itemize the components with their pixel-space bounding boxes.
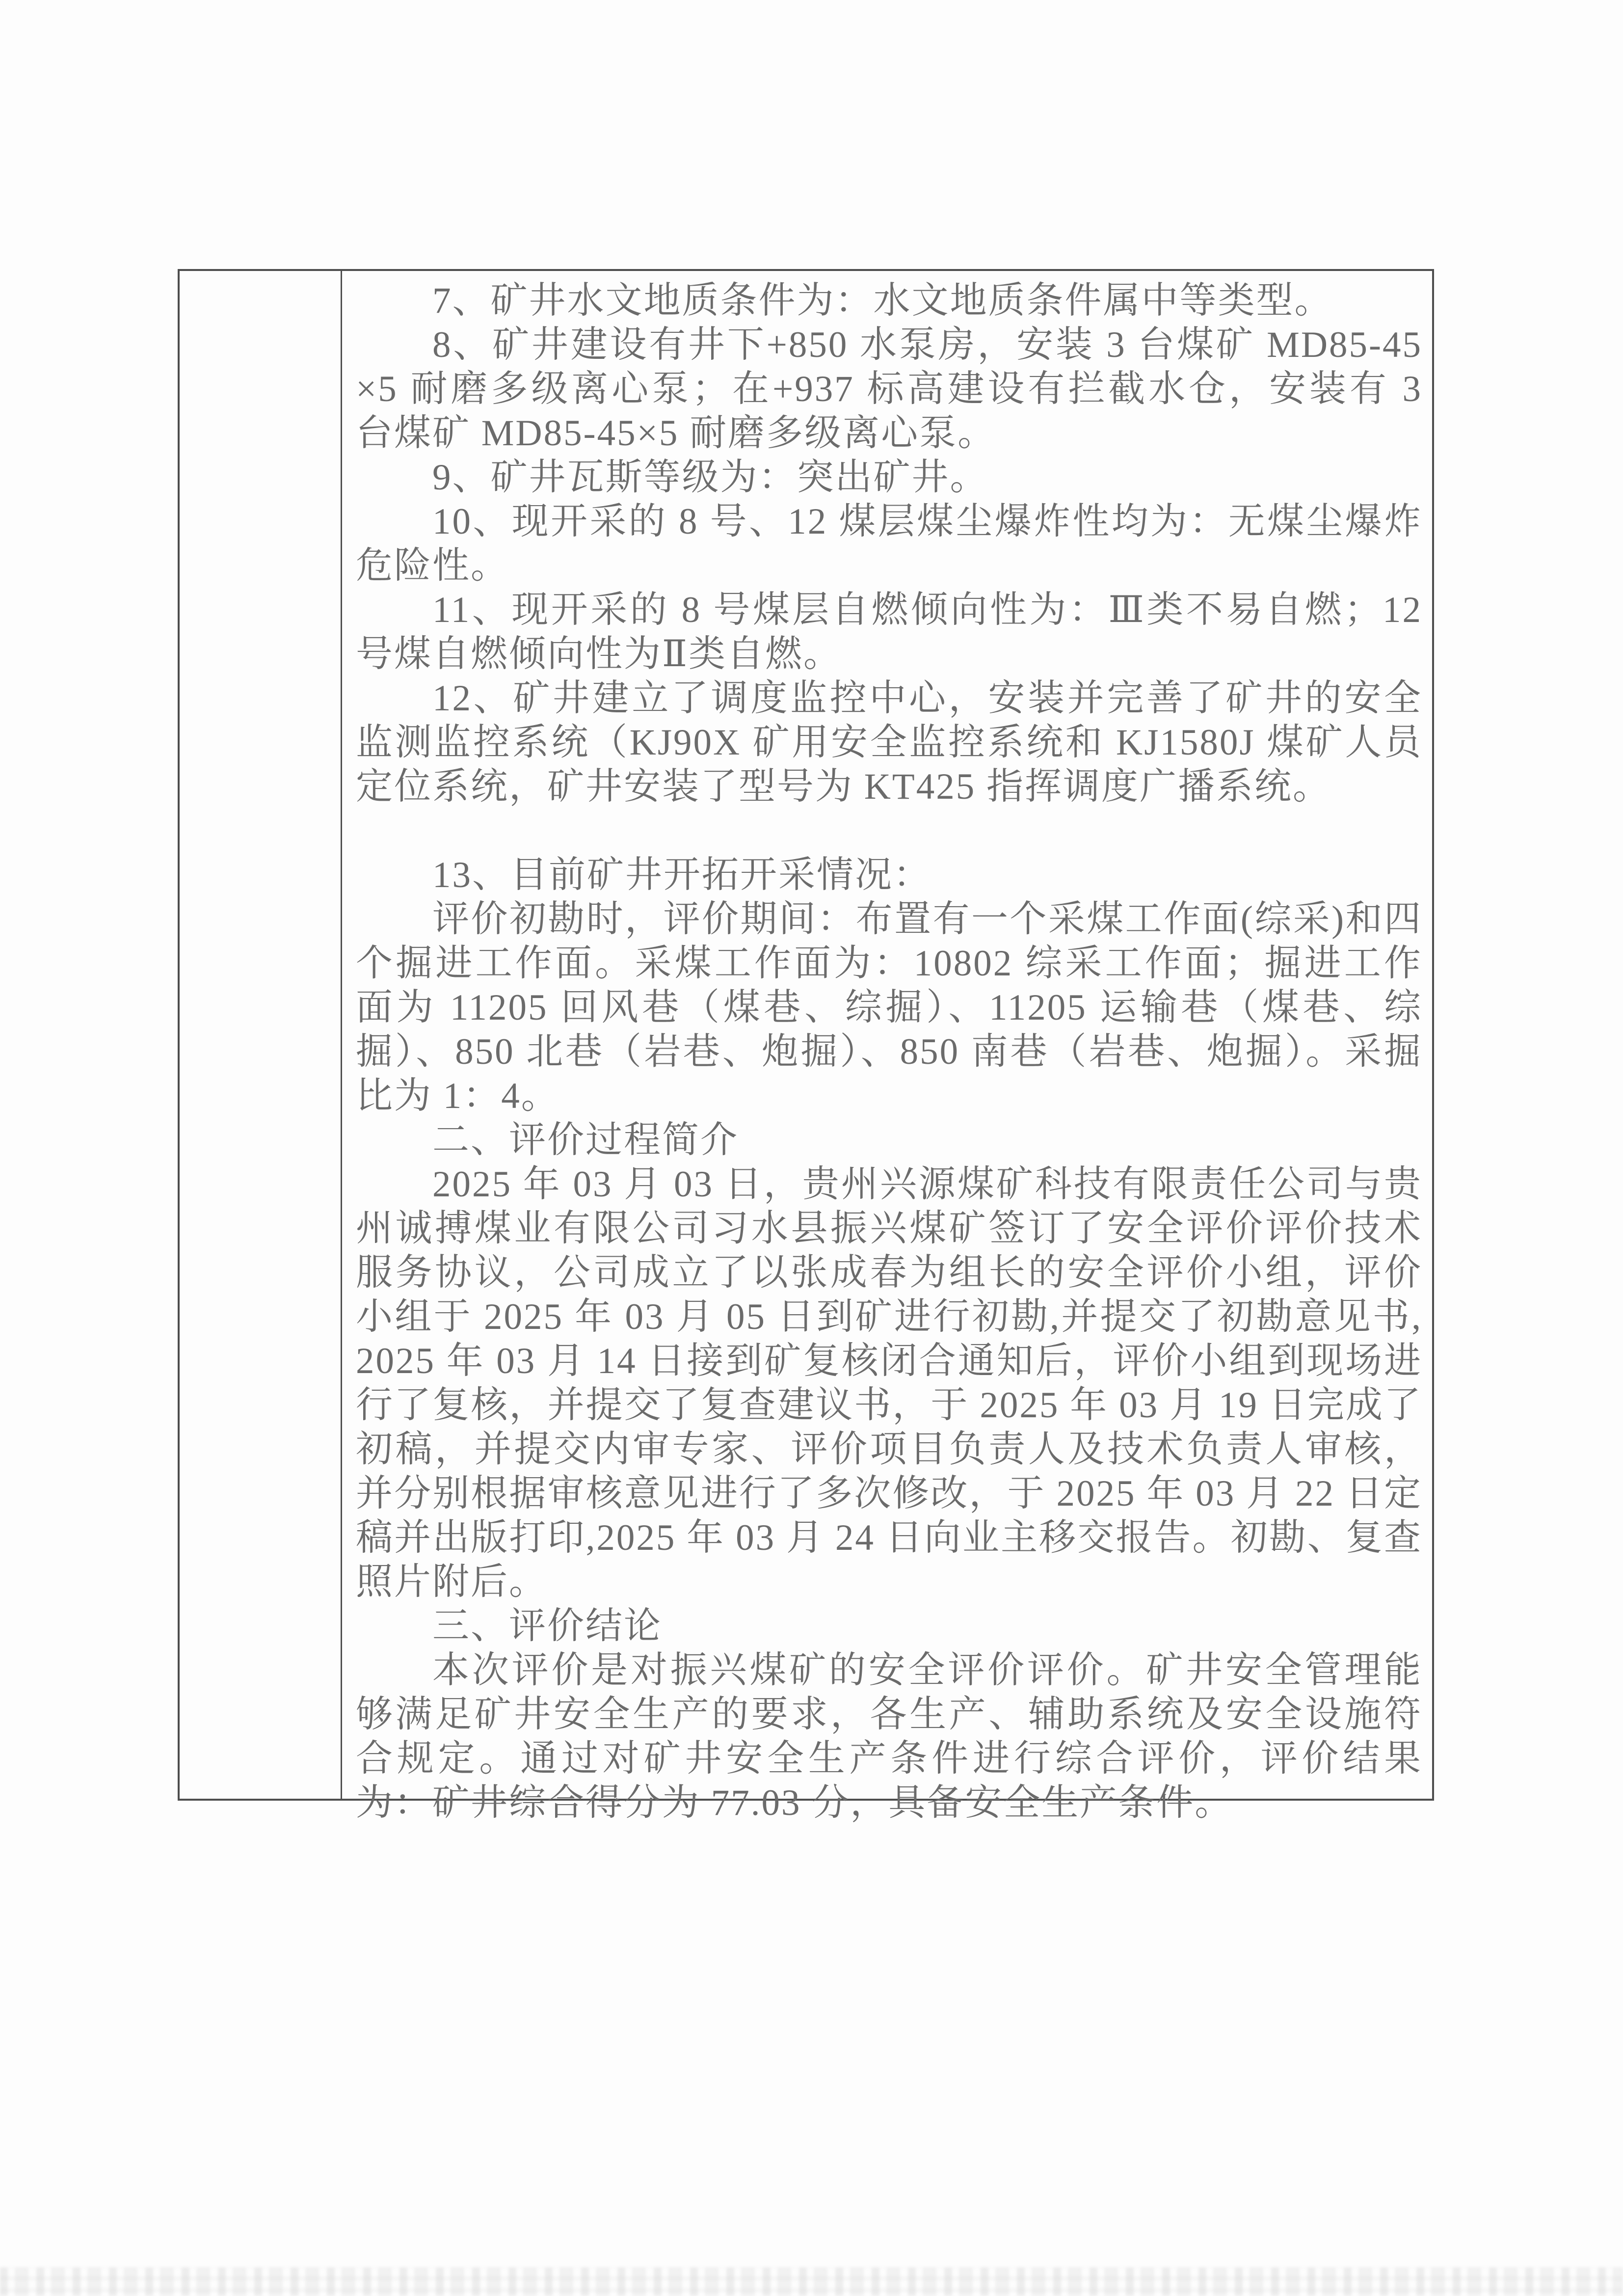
section-heading-evaluation-conclusion: 三、评价结论 [432,1606,663,1647]
paragraph-monitoring-system: 12、矿井建立了调度监控中心，安装并完善了矿井的安全监测监控系统（KJ90X 矿用安全监控系统和 KJ1580J 煤矿人员定位系统，矿井安装了型号为 KT425 指挥调度广播系统。 [356,678,1422,807]
paragraph-spontaneous-combustion: 11、现开采的 8 号煤层自燃倾向性为：Ⅲ类不易自燃；12 号煤自燃倾向性为Ⅱ类自燃。 [356,590,1422,675]
paragraph-evaluation-process: 2025 年 03 月 03 日，贵州兴源煤矿科技有限责任公司与贵州诚搏煤业有限公司习水县振兴煤矿签订了安全评价评价技术服务协议，公司成立了以张成春为组长的安全评价小组，评价小组于 2025 年 03 月 05 日到矿进行初勘,并提交了初勘意见书,2025 年 03 月 14 日接到矿复核闭合通知后，评价小组到现场进行了复核，并提交了复查建议书，于 2025 年 03 月 19 日完成了初稿，并提交内审专家、评价项目负责人及技术负责人审核，并分别根据审核意见进行了多次修改，于 2025 年 03 月 22 日定稿并出版打印,2025 年 03 月 24 日向业主移交报告。初勘、复查照片附后。 [356,1164,1422,1602]
paragraph-dust-explosion: 10、现开采的 8 号、12 煤层煤尘爆炸性均为：无煤尘爆炸危险性。 [356,501,1422,586]
section-heading-evaluation-process: 二、评价过程简介 [432,1120,739,1161]
table-content-cell [342,271,1432,1823]
paragraph-mining-status-heading: 13、目前矿井开拓开采情况： [432,855,932,895]
paragraph-gas-grade: 9、矿井瓦斯等级为：突出矿井。 [432,457,988,498]
report-table [178,269,1434,1823]
table-left-column [180,271,342,1799]
paragraph-evaluation-conclusion: 本次评价是对振兴煤矿的安全评价评价。矿井安全管理能够满足矿井安全生产的要求，各生产、辅助系统及安全设施符合规定。通过对矿井安全生产条件进行综合评价，评价结果为：矿井综合得分为 77.03 分，具备安全生产条件。 [356,1650,1422,1823]
paragraph-pump-room: 8、矿井建设有井下+850 水泵房，安装 3 台煤矿 MD85-45×5 耐磨多级离心泵；在+937 标高建设有拦截水仓，安装有 3 台煤矿 MD85-45×5 耐磨多级离心泵。 [356,324,1422,454]
paragraph-working-faces: 评价初勘时，评价期间：布置有一个采煤工作面(综采)和四个掘进工作面。采煤工作面为：10802 综采工作面；掘进工作面为 11205 回风巷（煤巷、综掘）、11205 运输巷（煤巷、综掘）、850 北巷（岩巷、炮掘）、850 南巷（岩巷、炮掘）。采掘比为 1：4。 [356,899,1422,1116]
page-bleed-artifact [0,2268,1623,2296]
paragraph-hydrogeology: 7、矿井水文地质条件为：水文地质条件属中等类型。 [432,280,1333,321]
